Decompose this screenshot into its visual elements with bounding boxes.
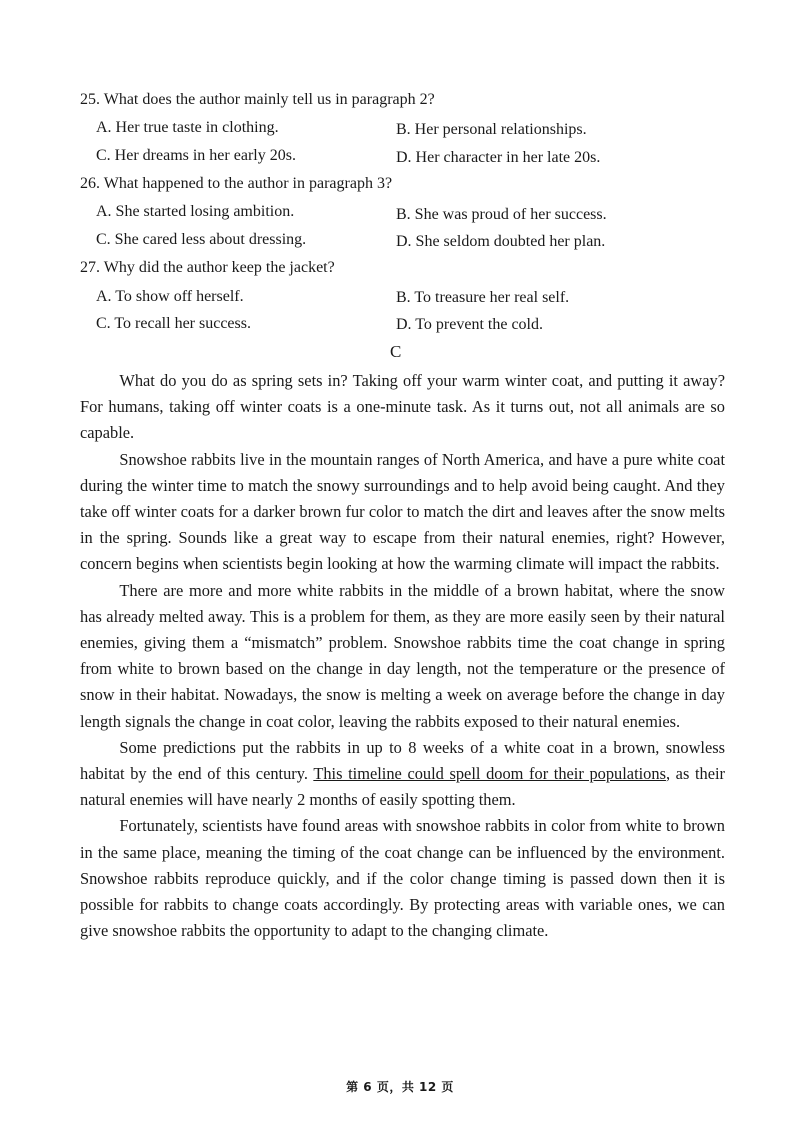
paragraph-4-text-after: , as their natural enemies will have nearly 2 months of easily spotting them. [80,764,726,810]
question-26-option-c: C. She cared less about dressing. [96,231,307,248]
question-27-option-d: D. To prevent the cold. [396,316,543,333]
reading-passage [80,368,725,944]
question-25-option-c: C. Her dreams in her early 20s. [96,147,296,164]
question-27-option-a: A. To show off herself. [96,288,244,305]
paragraph-4-text-before: Some predictions put the rabbits in up to 8 weeks of a white coat in a brown, snowless habitat by the end of this century. [80,737,725,784]
question-27-stem: 27. Why did the author keep the jacket? [80,259,335,276]
passage-paragraph-5: Fortunately, scientists have found areas with snowshoe rabbits in color from white to brown in the same place, meaning the timing of the coat change can be influenced by the environment. Snowshoe rabbits reproduce quickly, and if the color change timing is passed down then it is possible for rabbits to change coats accordingly. By protecting areas with variable ones, we can give snowshoe rabbits the opportunity to adapt to the changing climate. [80,816,725,941]
passage-paragraph-4 [80,735,725,814]
question-25-option-d: D. Her character in her late 20s. [396,149,601,166]
passage-paragraph-1: What do you do as spring sets in? Taking off your warm winter coat, and putting it away? For humans, taking off winter coats is a one-minute task. As it turns out, not all animals are so capable. [80,371,725,443]
question-27-option-c: C. To recall her success. [96,315,251,332]
passage-paragraph-2: Snowshoe rabbits live in the mountain ranges of North America, and have a pure white coat during the winter time to match the snowy surroundings and to help avoid being caught. And they take off winter coats for a darker brown fur color to match the dirt and leaves after the snow melts in the spring. Sounds like a great way to escape from their natural enemies, right? However, concern begins when scientists begin looking at how the warming climate will impact the rabbits. [80,449,725,574]
question-26-stem: 26. What happened to the author in paragraph 3? [80,175,393,192]
question-26-option-a: A. She started losing ambition. [96,203,295,220]
question-26-option-b: B. She was proud of her success. [396,206,607,223]
passage-section-letter: C [390,342,402,361]
question-27-option-b: B. To treasure her real self. [396,289,570,306]
underlined-sentence: This timeline could spell doom for their populations [313,764,666,784]
question-25-option-b: B. Her personal relationships. [396,121,587,138]
question-25-stem: 25. What does the author mainly tell us in paragraph 2? [80,91,435,108]
question-26-option-d: D. She seldom doubted her plan. [396,233,606,250]
passage-paragraph-3: There are more and more white rabbits in the middle of a brown habitat, where the snow has already melted away. This is a problem for them, as they are more easily seen by their natural enemies, giving them a “mismatch” problem. Snowshoe rabbits time the coat change in spring from white to brown based on the change in day length, not the temperature or the presence of snow in their habitat. Nowadays, the snow is melting a week on average before the change in day length signals the change in coat color, leaving the rabbits exposed to their natural enemies. [80,580,725,731]
question-25-option-a: A. Her true taste in clothing. [96,119,279,136]
page-number-footer: 第 6 页，共 12 页 [346,1080,454,1094]
